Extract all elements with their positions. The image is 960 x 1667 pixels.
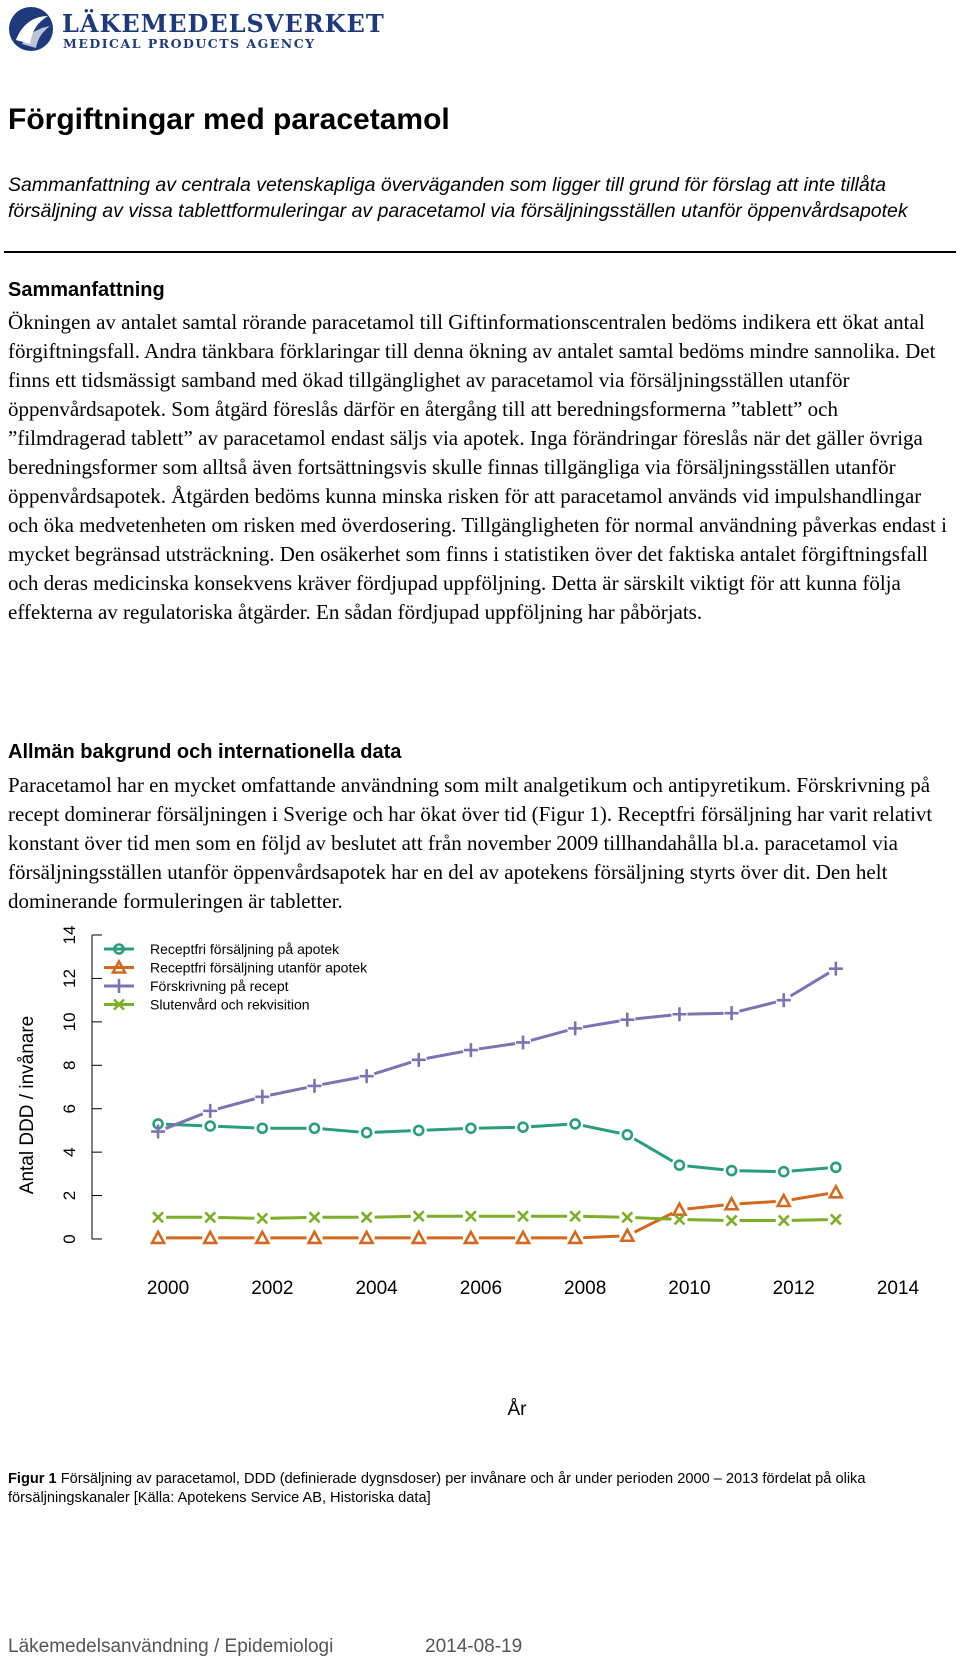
legend-entry [104, 978, 289, 994]
x-tick-label: 2010 [668, 1278, 711, 1299]
data-point [570, 1211, 580, 1221]
background-paragraph: Paracetamol har en mycket omfattande användning som milt analgetikum och antipyretikum. Förskrivning på recept dominerar försäljningen i Sverige och har ökat över tid (Figur 1). Receptfri försäljning har varit relativt konstant över tid men som en följd av beslutet att från november 2009 tillhandahålla bl.a. paracetamol via försäljningsställen utanför öppenvårdsapotek har en del av apotekens försäljning styrts över dit. Den helt dominerande formuleringen är tabletter. [8, 773, 933, 913]
x-axis [147, 1278, 920, 1299]
data-point [464, 1043, 478, 1057]
data-point [777, 993, 791, 1007]
series-line-segment [427, 1052, 463, 1059]
data-point [466, 1211, 476, 1221]
footer-department: Läkemedelsanvändning / Epidemiologi [8, 1636, 334, 1657]
data-point [414, 1211, 424, 1221]
data-point [255, 1090, 269, 1104]
data-point [727, 1166, 736, 1175]
data-point [360, 1069, 374, 1083]
figure-caption-label: Figur 1 [8, 1471, 57, 1487]
series-line-segment [270, 1088, 306, 1096]
data-point [258, 1124, 267, 1133]
series-line-segment [479, 1044, 515, 1049]
legend-label: Slutenvård och rekvisition [150, 996, 310, 1013]
section-heading-summary: Sammanfattning [8, 279, 165, 301]
figure-caption [8, 1470, 953, 1508]
data-point [414, 1126, 423, 1135]
y-axis [60, 926, 102, 1244]
data-point [672, 1007, 686, 1021]
series-1 [154, 1119, 841, 1176]
section-heading-background: Allmän bakgrund och internationella data [8, 741, 402, 763]
series-line-segment [635, 1218, 671, 1220]
series-line-segment [583, 1021, 619, 1027]
sales-line-chart [0, 925, 960, 1425]
series-line-segment [374, 1062, 411, 1074]
data-point [152, 1232, 164, 1243]
series-line-segment [375, 1216, 411, 1217]
y-tick-label: 0 [60, 1234, 79, 1244]
data-point [361, 1232, 373, 1243]
data-point [517, 1232, 529, 1243]
document-title: Förgiftningar med paracetamol [8, 103, 450, 136]
footer-date: 2014-08-19 [425, 1636, 523, 1657]
y-tick-label: 4 [60, 1147, 79, 1157]
legend-label: Förskrivning på recept [150, 978, 289, 994]
data-point [726, 1198, 738, 1209]
legend-label: Receptfri försäljning utanför apotek [150, 959, 368, 976]
series-line-segment [583, 1216, 619, 1217]
series-line-segment [792, 1220, 828, 1221]
series-line-segment [322, 1078, 358, 1085]
logo-name: LÄKEMEDELSVERKET [62, 9, 385, 38]
data-point [362, 1212, 372, 1222]
series-line-segment [322, 1129, 358, 1132]
legend-entry [104, 941, 340, 957]
series-line-segment [270, 1217, 306, 1218]
series-line-segment [792, 1168, 828, 1171]
data-point [307, 1079, 321, 1093]
data-point [309, 1212, 319, 1222]
data-point [466, 1124, 475, 1133]
series-line-segment [740, 1171, 776, 1172]
data-point [779, 1167, 788, 1176]
y-tick-label: 2 [60, 1190, 79, 1201]
data-point [623, 1130, 632, 1139]
legend-label: Receptfri försäljning på apotek [150, 941, 340, 957]
data-point [203, 1104, 217, 1118]
y-tick-label: 8 [60, 1060, 79, 1071]
series-line-segment [792, 1194, 828, 1200]
data-point [831, 1214, 841, 1224]
figure-caption-text: Försäljning av paracetamol, DDD (definierade dygnsdoser) per invånare och år under perioden 2000 – 2013 fördelat på olika försäljningskanaler [Källa: Apotekens Service AB, Historiska data] [8, 1471, 866, 1506]
data-point [571, 1119, 580, 1128]
series-line-segment [531, 1124, 567, 1126]
data-point [465, 1232, 477, 1243]
data-point [568, 1021, 582, 1035]
y-tick-label: 14 [60, 925, 79, 945]
series-line-segment [687, 1166, 723, 1170]
series-4 [153, 1211, 841, 1225]
x-tick-label: 2006 [459, 1278, 503, 1299]
logo-emblem-icon [9, 7, 53, 51]
series-line-segment [218, 1217, 254, 1218]
data-point [779, 1216, 789, 1226]
series-line-segment [427, 1129, 463, 1131]
data-point [831, 1163, 840, 1172]
data-point [622, 1212, 632, 1222]
series-2 [152, 1186, 842, 1243]
data-point [519, 1123, 528, 1132]
x-tick-label: 2004 [355, 1278, 398, 1299]
y-tick-label: 10 [60, 1012, 79, 1032]
data-point [206, 1122, 215, 1131]
data-point [308, 1232, 320, 1243]
series-line-segment [375, 1131, 411, 1133]
y-axis-label: Antal DDD / invånare [17, 1015, 38, 1195]
data-point [153, 1212, 163, 1222]
logo-subtitle: MEDICAL PRODUCTS AGENCY [63, 36, 316, 51]
data-point [362, 1128, 371, 1137]
series-line-segment [218, 1099, 255, 1109]
data-point [205, 1212, 215, 1222]
data-point [829, 962, 843, 976]
title-divider [4, 251, 956, 253]
document-subtitle: Sammanfattning av centrala vetenskapliga överväganden som ligger till grund för förslag att inte tillåta försäljning av vissa tablettformuleringar av paracetamol via försäljningsställen utanför öppenvårdsapotek [8, 174, 908, 222]
x-tick-label: 2014 [876, 1278, 920, 1299]
data-point [413, 1232, 425, 1243]
series-line-segment [740, 1201, 776, 1203]
data-point [727, 1216, 737, 1226]
series-line-segment [687, 1013, 723, 1014]
data-point [569, 1232, 581, 1243]
data-point [412, 1053, 426, 1067]
series-line-segment [479, 1127, 515, 1128]
series-line-segment [687, 1205, 723, 1209]
x-tick-label: 2002 [251, 1278, 294, 1299]
data-point [204, 1232, 216, 1243]
data-point [256, 1232, 268, 1243]
agency-logo [8, 4, 385, 54]
series-line-segment [739, 1002, 776, 1011]
series-line-segment [218, 1126, 254, 1128]
legend-entry [104, 997, 310, 1013]
series-line-segment [634, 1213, 672, 1232]
series-line-segment [791, 973, 829, 996]
data-point [516, 1035, 530, 1049]
data-point [620, 1013, 634, 1027]
series-line-segment [583, 1236, 619, 1238]
y-tick-label: 12 [60, 968, 79, 988]
x-tick-label: 2008 [564, 1278, 607, 1299]
data-point [257, 1213, 267, 1223]
data-point [725, 1006, 739, 1020]
x-tick-label: 2000 [146, 1278, 190, 1299]
series-line-segment [635, 1015, 671, 1019]
data-point [310, 1124, 319, 1133]
series-line-segment [687, 1220, 723, 1221]
data-point [778, 1195, 790, 1206]
y-tick-label: 6 [60, 1103, 79, 1114]
chart-legend [104, 941, 368, 1013]
data-point [112, 979, 126, 993]
series-line-segment [583, 1126, 619, 1134]
x-tick-label: 2012 [772, 1278, 815, 1299]
series-line-segment [531, 1030, 568, 1040]
series-line-segment [634, 1139, 672, 1161]
data-point [673, 1204, 685, 1215]
legend-entry [104, 960, 368, 976]
data-point [675, 1161, 684, 1170]
data-point [621, 1230, 633, 1241]
summary-paragraph: Ökningen av antalet samtal rörande paracetamol till Giftinformationscentralen bedöms indikera ett ökat antal förgiftningsfall. Andra tänkbara förklaringar till denna ökning av antalet samtal bedöms mindre sannolika. Det finns ett tidsmässigt samband med ökad tillgänglighet av paracetamol via försäljningsställen utanför öppenvårdsapotek. Som åtgärd föreslås därför en återgång till att beredningsformerna ”tablett” och ”filmdragerad tablett” av paracetamol endast säljs via apotek. Inga förändringar föreslås när det gäller övriga beredningsformer som alltså även fortsättningsvis skulle finnas tillgängliga via försäljningsställen utanför öppenvårdsapotek. Åtgärden bedöms kunna minska risken för att paracetamol används vid impulshandlingar och öka medvetenheten om risken med överdosering. Tillgängligheten för normal användning påverkas endast i mycket begränsad utsträckning. Den osäkerhet som finns i statistiken över det faktiska antalet förgiftningsfall och deras medicinska konsekvens kräver fördjupad uppföljning. Detta är särskilt viktigt för att kunna följa effekterna av regulatoriska åtgärder. En sådan fördjupad uppföljning har påbörjats. [8, 310, 947, 624]
data-point [518, 1211, 528, 1221]
x-axis-label: År [507, 1399, 527, 1420]
data-point [830, 1186, 842, 1197]
